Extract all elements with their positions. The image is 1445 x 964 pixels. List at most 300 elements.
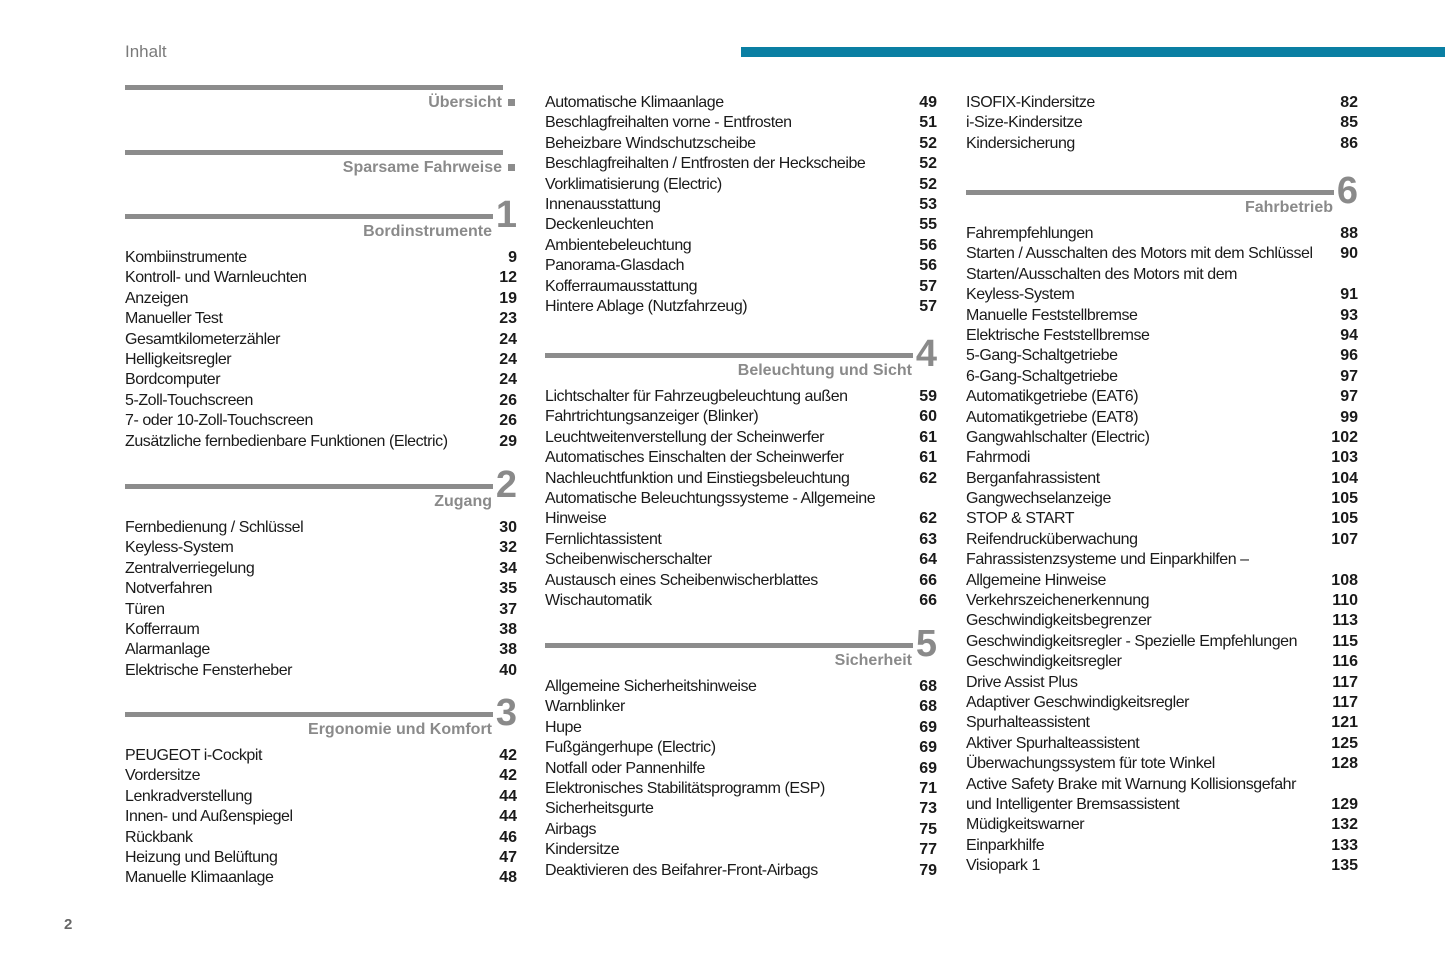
toc-entry[interactable] — [966, 224, 1358, 244]
toc-entry-page: 90 — [1340, 245, 1358, 263]
toc-entry-page: 107 — [1331, 530, 1358, 548]
toc-entry[interactable] — [125, 600, 517, 620]
toc-entry[interactable] — [125, 411, 517, 431]
toc-entry-page: 117 — [1332, 673, 1358, 691]
toc-entry-page: 61 — [919, 428, 937, 446]
toc-entry[interactable] — [545, 256, 937, 276]
toc-entry-label: STOP & START — [966, 510, 1075, 528]
toc-entry-label: Allgemeine Hinweise — [966, 571, 1106, 589]
toc-entry[interactable] — [966, 836, 1358, 856]
toc-entry[interactable] — [966, 489, 1358, 509]
toc-entry-page: 117 — [1332, 693, 1358, 711]
toc-column-1 — [125, 0, 517, 964]
toc-entry-page: 63 — [919, 530, 937, 548]
toc-entry[interactable] — [125, 391, 517, 411]
toc-entry[interactable] — [966, 285, 1358, 305]
toc-entry[interactable] — [966, 693, 1358, 713]
toc-entry[interactable] — [966, 652, 1358, 672]
section-heading[interactable] — [125, 93, 517, 113]
toc-entry[interactable] — [545, 297, 937, 317]
section-divider-bar — [545, 643, 913, 648]
toc-entry[interactable] — [125, 538, 517, 558]
toc-entry-label: Aktiver Spurhalteassistent — [966, 734, 1140, 752]
toc-entry-label: Sicherheitsgurte — [545, 800, 654, 818]
toc-entry-label: Vorklimatisierung (Electric) — [545, 175, 722, 193]
section-heading[interactable] — [125, 194, 517, 242]
toc-entry-label: Warnblinker — [545, 698, 625, 716]
toc-entry[interactable] — [125, 848, 517, 868]
toc-entry-page: 97 — [1340, 388, 1358, 406]
toc-entry-list — [125, 248, 517, 452]
toc-entry-page: 57 — [919, 277, 937, 295]
toc-entry[interactable] — [545, 799, 937, 819]
toc-entry-label: Fahrassistenzsysteme und Einparkhilfen – — [966, 551, 1249, 569]
toc-entry-label: Elektronisches Stabilitätsprogramm (ESP) — [545, 779, 825, 797]
section-heading[interactable] — [125, 692, 517, 740]
toc-entry-label: Zentralverriegelung — [125, 559, 255, 577]
toc-entry-label: 5-Zoll-Touchscreen — [125, 391, 253, 409]
toc-entry-label: Berganfahrassistent — [966, 469, 1100, 487]
toc-entry[interactable] — [966, 448, 1358, 468]
page-number: 2 — [64, 916, 73, 933]
toc-entry-page: 59 — [919, 388, 937, 405]
toc-entry-label: Überwachungssystem für tote Winkel — [966, 755, 1215, 773]
toc-entry-page: 9 — [508, 249, 517, 266]
toc-entry-label: Hintere Ablage (Nutzfahrzeug) — [545, 297, 748, 315]
toc-entry-label: Fernbedienung / Schlüssel — [125, 519, 304, 536]
toc-entry-label: Fußgängerhupe (Electric) — [545, 739, 716, 757]
toc-entry-page: 47 — [499, 848, 517, 866]
toc-entry[interactable] — [545, 738, 937, 758]
toc-entry[interactable] — [125, 370, 517, 390]
toc-entry-page: 48 — [499, 869, 517, 887]
toc-entry[interactable] — [545, 93, 937, 113]
toc-entry-page: 94 — [1340, 326, 1358, 344]
toc-entry-label: PEUGEOT i-Cockpit — [125, 747, 262, 764]
toc-entry-label: Verkehrszeichenerkennung — [966, 592, 1150, 610]
toc-entry-page: 52 — [919, 175, 937, 193]
toc-entry[interactable] — [545, 175, 937, 195]
toc-section — [125, 194, 517, 452]
toc-entry-page: 105 — [1331, 510, 1358, 528]
toc-entry-label: Elektrische Feststellbremse — [966, 326, 1150, 344]
toc-entry-list — [545, 677, 937, 881]
toc-entry-label: 5-Gang-Schaltgetriebe — [966, 347, 1118, 365]
toc-entry-label: Keyless-System — [125, 539, 234, 557]
toc-entry-label: Manuelle Feststellbremse — [966, 306, 1138, 324]
toc-entry[interactable] — [545, 387, 937, 407]
toc-entry-label: Geschwindigkeitsregler - Spezielle Empfehlungen — [966, 632, 1298, 650]
toc-entry-label: Allgemeine Sicherheitshinweise — [545, 678, 757, 695]
chapter-number: 3 — [495, 692, 517, 734]
toc-entry-label: Lenkradverstellung — [125, 787, 253, 805]
toc-entry-label: Fahrtrichtungsanzeiger (Blinker) — [545, 408, 759, 426]
toc-entry[interactable] — [125, 309, 517, 329]
square-marker-icon — [508, 99, 515, 106]
toc-entry-label: Nachleuchtfunktion und Einstiegsbeleuchtung — [545, 469, 850, 487]
section-title: Beleuchtung und Sicht — [737, 362, 912, 379]
section-title: Sicherheit — [834, 652, 912, 669]
toc-entry-label: Anzeigen — [125, 289, 189, 307]
toc-entry[interactable] — [966, 113, 1358, 133]
toc-entry-page: 62 — [919, 469, 937, 487]
toc-entry-page: 69 — [919, 718, 937, 736]
toc-entry-page: 38 — [499, 641, 517, 659]
toc-entry[interactable] — [545, 469, 937, 489]
toc-entry[interactable] — [545, 820, 937, 840]
toc-entry-page: 24 — [499, 350, 517, 368]
toc-entry-page: 121 — [1331, 714, 1358, 732]
toc-entry-page: 30 — [499, 519, 517, 536]
toc-entry-label: i-Size-Kindersitze — [966, 114, 1083, 132]
toc-entry-label: Automatikgetriebe (EAT6) — [966, 388, 1139, 406]
section-divider-bar — [125, 712, 493, 717]
toc-entry-label: Innenausstattung — [545, 195, 661, 213]
toc-entry-label: Automatische Klimaanlage — [545, 94, 724, 111]
toc-entry[interactable] — [125, 330, 517, 350]
toc-entry[interactable] — [966, 469, 1358, 489]
toc-entry-page: 51 — [919, 114, 937, 132]
toc-entry-label: Kofferraumausstattung — [545, 277, 698, 295]
toc-entry-list — [545, 93, 937, 317]
toc-entry-label: Kofferraum — [125, 620, 200, 638]
toc-entry-page: 129 — [1331, 795, 1358, 813]
toc-entry[interactable] — [125, 640, 517, 660]
toc-entry-list — [125, 746, 517, 889]
toc-entry[interactable] — [966, 673, 1358, 693]
toc-section — [125, 464, 517, 681]
toc-entry-page: 55 — [919, 216, 937, 234]
toc-entry-label: Adaptiver Geschwindigkeitsregler — [966, 693, 1190, 711]
toc-entry-page: 35 — [499, 580, 517, 598]
toc-entry[interactable] — [966, 611, 1358, 631]
toc-entry-page: 62 — [919, 510, 937, 528]
toc-entry-label: Fahrempfehlungen — [966, 225, 1094, 242]
toc-entry-label: Beschlagfreihalten vorne - Entfrosten — [545, 114, 792, 132]
toc-entry-label: Kindersitze — [545, 841, 620, 859]
toc-entry[interactable] — [966, 815, 1358, 835]
toc-entry-label: Gangwahlschalter (Electric) — [966, 428, 1150, 446]
section-divider-bar — [545, 353, 913, 358]
toc-entry[interactable] — [125, 787, 517, 807]
toc-entry-label: Innen- und Außenspiegel — [125, 808, 293, 826]
toc-entry-page: 113 — [1332, 612, 1358, 630]
toc-entry-page: 135 — [1331, 857, 1358, 875]
toc-entry-page: 37 — [499, 600, 517, 618]
toc-entry[interactable] — [545, 154, 937, 174]
toc-entry-label: Starten / Ausschalten des Motors mit dem Schlüssel — [966, 245, 1313, 263]
toc-entry[interactable] — [966, 571, 1358, 591]
toc-entry-label: Beheizbare Windschutzscheibe — [545, 134, 756, 152]
toc-entry[interactable] — [125, 828, 517, 848]
toc-entry-page: 77 — [919, 841, 937, 859]
toc-entry-page: 34 — [499, 559, 517, 577]
section-divider-bar — [125, 484, 493, 489]
toc-entry-label: Reifendrucküberwachung — [966, 530, 1138, 548]
toc-entry-label: Rückbank — [125, 828, 193, 846]
toc-entry-label: Zusätzliche fernbedienbare Funktionen (Electric) — [125, 432, 448, 450]
toc-entry-page: 60 — [919, 408, 937, 426]
toc-entry[interactable] — [966, 530, 1358, 550]
toc-entry[interactable] — [125, 766, 517, 786]
toc-entry[interactable] — [966, 244, 1358, 264]
toc-entry[interactable] — [545, 448, 937, 468]
toc-entry[interactable] — [125, 248, 517, 268]
toc-entry-page: 97 — [1340, 367, 1358, 385]
toc-entry-label: Visiopark 1 — [966, 857, 1040, 875]
toc-entry-page: 132 — [1331, 816, 1358, 834]
chapter-number: 6 — [1336, 170, 1358, 212]
toc-entry[interactable] — [966, 408, 1358, 428]
toc-entry[interactable] — [545, 509, 937, 529]
toc-entry[interactable] — [125, 746, 517, 766]
toc-entry[interactable] — [125, 807, 517, 827]
toc-column-2 — [545, 0, 937, 964]
toc-entry[interactable] — [125, 432, 517, 452]
toc-entry-page: 133 — [1331, 836, 1358, 854]
toc-section — [545, 333, 937, 611]
toc-entry-page: 104 — [1331, 469, 1358, 487]
toc-entry[interactable] — [545, 718, 937, 738]
toc-entry-label: Hupe — [545, 718, 582, 736]
toc-entry-label: Automatische Beleuchtungssysteme - Allgemeine — [545, 489, 876, 507]
toc-entry-page: 44 — [499, 787, 517, 805]
toc-entry[interactable] — [966, 387, 1358, 407]
toc-entry-page: 69 — [919, 759, 937, 777]
toc-entry[interactable] — [125, 559, 517, 579]
toc-entry-page: 99 — [1340, 408, 1358, 426]
toc-entry-label: Helligkeitsregler — [125, 350, 232, 368]
toc-entry[interactable] — [545, 134, 937, 154]
toc-entry[interactable] — [125, 350, 517, 370]
toc-entry[interactable] — [125, 268, 517, 288]
toc-entry[interactable] — [545, 215, 937, 235]
toc-entry[interactable] — [545, 591, 937, 611]
toc-entry[interactable] — [125, 661, 517, 681]
toc-entry-list — [125, 518, 517, 681]
toc-entry-page: 42 — [499, 767, 517, 785]
section-title: Sparsame Fahrweise — [342, 159, 502, 176]
toc-entry-page: 85 — [1340, 114, 1358, 132]
toc-column-3 — [966, 0, 1358, 964]
toc-entry-label: 6-Gang-Schaltgetriebe — [966, 367, 1118, 385]
toc-entry[interactable] — [545, 677, 937, 697]
section-heading[interactable] — [125, 158, 517, 178]
toc-entry[interactable] — [545, 571, 937, 591]
section-title: Fahrbetrieb — [1244, 199, 1333, 216]
toc-entry-page: 115 — [1332, 632, 1358, 650]
toc-entry-page: 61 — [919, 449, 937, 467]
toc-entry[interactable] — [966, 326, 1358, 346]
toc-entry-page: 42 — [499, 747, 517, 764]
chapter-number: 5 — [915, 623, 937, 665]
toc-entry-page: 79 — [919, 861, 937, 879]
toc-entry-page: 88 — [1340, 225, 1358, 242]
toc-entry[interactable] — [125, 620, 517, 640]
toc-entry-page: 68 — [919, 678, 937, 695]
toc-entry[interactable] — [545, 840, 937, 860]
toc-entry[interactable] — [966, 856, 1358, 876]
toc-entry-label: Automatikgetriebe (EAT8) — [966, 408, 1139, 426]
toc-entry-page: 128 — [1331, 755, 1358, 773]
toc-entry-page: 12 — [499, 269, 517, 287]
section-divider-bar — [125, 85, 503, 90]
toc-entry-label: Panorama-Glasdach — [545, 257, 685, 275]
toc-entry-label: Automatisches Einschalten der Scheinwerfer — [545, 449, 844, 467]
toc-entry-label: Active Safety Brake mit Warnung Kollisionsgefahr — [966, 775, 1296, 793]
toc-entry-label: Gesamtkilometerzähler — [125, 330, 281, 348]
toc-entry-label: Kombiinstrumente — [125, 249, 247, 266]
section-title: Übersicht — [428, 94, 502, 111]
toc-entry[interactable] — [125, 289, 517, 309]
toc-entry-page: 71 — [919, 779, 937, 797]
toc-entry[interactable] — [966, 93, 1358, 113]
toc-entry[interactable] — [966, 734, 1358, 754]
toc-entry-label: Fernlichtassistent — [545, 530, 662, 548]
toc-entry-page: 40 — [499, 661, 517, 679]
square-marker-icon — [508, 164, 515, 171]
toc-entry-label: Keyless-System — [966, 286, 1075, 304]
toc-entry-page: 52 — [919, 134, 937, 152]
toc-entry[interactable] — [966, 713, 1358, 733]
toc-entry[interactable] — [966, 428, 1358, 448]
toc-entry-page: 56 — [919, 236, 937, 254]
toc-entry-page: 32 — [499, 539, 517, 557]
toc-entry[interactable] — [545, 407, 937, 427]
toc-entry-page: 53 — [919, 195, 937, 213]
toc-entry-page: 44 — [499, 808, 517, 826]
toc-entry[interactable] — [966, 550, 1358, 570]
toc-entry-page: 49 — [919, 94, 937, 111]
page-header-title: Inhalt — [125, 42, 167, 61]
toc-entry-label: Fahrmodi — [966, 449, 1030, 467]
toc-entry-page: 29 — [499, 432, 517, 450]
toc-entry-page: 64 — [919, 551, 937, 569]
toc-entry-page: 52 — [919, 155, 937, 173]
toc-entry[interactable] — [966, 754, 1358, 774]
toc-entry-label: Leuchtweitenverstellung der Scheinwerfer — [545, 428, 825, 446]
toc-entry[interactable] — [545, 428, 937, 448]
section-heading[interactable] — [545, 623, 937, 671]
toc-entry-page: 24 — [499, 330, 517, 348]
chapter-number: 4 — [915, 333, 937, 375]
toc-entry-page: 57 — [919, 297, 937, 315]
toc-entry-label: 7- oder 10-Zoll-Touchscreen — [125, 412, 313, 430]
toc-entry-label: Notfall oder Pannenhilfe — [545, 759, 705, 777]
toc-entry[interactable] — [966, 591, 1358, 611]
toc-entry[interactable] — [966, 775, 1358, 795]
toc-entry-list — [966, 224, 1358, 877]
toc-entry-label: Bordcomputer — [125, 371, 221, 389]
toc-entry-page: 108 — [1331, 571, 1358, 589]
toc-entry-page: 24 — [499, 371, 517, 389]
toc-entry-label: Manueller Test — [125, 310, 223, 328]
section-heading[interactable] — [125, 464, 517, 512]
toc-entry[interactable] — [545, 195, 937, 215]
toc-section — [125, 692, 517, 889]
toc-entry-list — [966, 93, 1358, 154]
toc-section — [125, 85, 517, 119]
toc-entry[interactable] — [125, 518, 517, 538]
section-divider-bar — [966, 190, 1334, 195]
toc-entry[interactable] — [966, 795, 1358, 815]
toc-entry[interactable] — [966, 134, 1358, 154]
toc-entry-label: Notverfahren — [125, 580, 213, 598]
toc-entry-page: 46 — [499, 828, 517, 846]
toc-entry-label: Austausch eines Scheibenwischerblattes — [545, 571, 818, 589]
toc-entry[interactable] — [966, 509, 1358, 529]
toc-entry-label: Heizung und Belüftung — [125, 848, 278, 866]
toc-entry-list — [545, 387, 937, 611]
toc-entry[interactable] — [125, 868, 517, 888]
toc-entry-page: 66 — [919, 591, 937, 609]
toc-entry-page: 26 — [499, 412, 517, 430]
toc-entry-page: 68 — [919, 698, 937, 716]
toc-entry-page: 75 — [919, 820, 937, 838]
toc-entry-label: Geschwindigkeitsregler — [966, 653, 1122, 671]
toc-entry-label: Beschlagfreihalten / Entfrosten der Heckscheibe — [545, 155, 866, 173]
section-heading[interactable] — [545, 333, 937, 381]
toc-section — [545, 623, 937, 881]
section-title: Ergonomie und Komfort — [308, 721, 492, 738]
toc-entry-label: Manuelle Klimaanlage — [125, 869, 274, 887]
toc-entry-page: 23 — [499, 310, 517, 328]
toc-entry-label: Vordersitze — [125, 767, 201, 785]
toc-entry[interactable] — [545, 113, 937, 133]
toc-entry-page: 102 — [1331, 428, 1358, 446]
toc-entry-label: Scheibenwischerschalter — [545, 551, 712, 569]
toc-entry[interactable] — [545, 236, 937, 256]
toc-entry-label: Alarmanlage — [125, 641, 210, 659]
toc-entry-page: 103 — [1331, 449, 1358, 467]
section-heading[interactable] — [966, 170, 1358, 218]
toc-entry[interactable] — [545, 779, 937, 799]
toc-entry[interactable] — [125, 579, 517, 599]
toc-entry-label: Geschwindigkeitsbegrenzer — [966, 612, 1152, 630]
toc-entry[interactable] — [545, 759, 937, 779]
toc-entry-label: Starten/Ausschalten des Motors mit dem — [966, 265, 1238, 283]
toc-entry-label: Kontroll- und Warnleuchten — [125, 269, 307, 287]
toc-entry[interactable] — [966, 306, 1358, 326]
toc-entry[interactable] — [966, 265, 1358, 285]
toc-entry-label: Müdigkeitswarner — [966, 816, 1085, 834]
toc-entry[interactable] — [545, 489, 937, 509]
toc-entry-label: Kindersicherung — [966, 134, 1075, 152]
toc-entry-page: 73 — [919, 800, 937, 818]
toc-entry[interactable] — [545, 697, 937, 717]
toc-entry-page: 110 — [1332, 592, 1358, 610]
toc-entry-label: Airbags — [545, 820, 597, 838]
toc-entry[interactable] — [966, 632, 1358, 652]
toc-section — [966, 170, 1358, 877]
toc-entry-label: Deckenleuchten — [545, 216, 654, 234]
section-divider-bar — [125, 214, 493, 219]
toc-entry[interactable] — [545, 550, 937, 570]
toc-entry[interactable] — [966, 346, 1358, 366]
toc-entry[interactable] — [545, 277, 937, 297]
toc-entry-label: Deaktivieren des Beifahrer-Front-Airbags — [545, 861, 818, 879]
toc-entry[interactable] — [545, 861, 937, 881]
toc-entry-page: 96 — [1340, 347, 1358, 365]
toc-entry[interactable] — [545, 530, 937, 550]
toc-entry-page: 105 — [1331, 490, 1358, 508]
toc-entry-page: 93 — [1340, 306, 1358, 324]
chapter-number: 2 — [495, 464, 517, 506]
chapter-number: 1 — [495, 194, 517, 236]
toc-entry[interactable] — [966, 367, 1358, 387]
section-divider-bar — [125, 150, 503, 155]
toc-entry-page: 91 — [1340, 286, 1358, 304]
